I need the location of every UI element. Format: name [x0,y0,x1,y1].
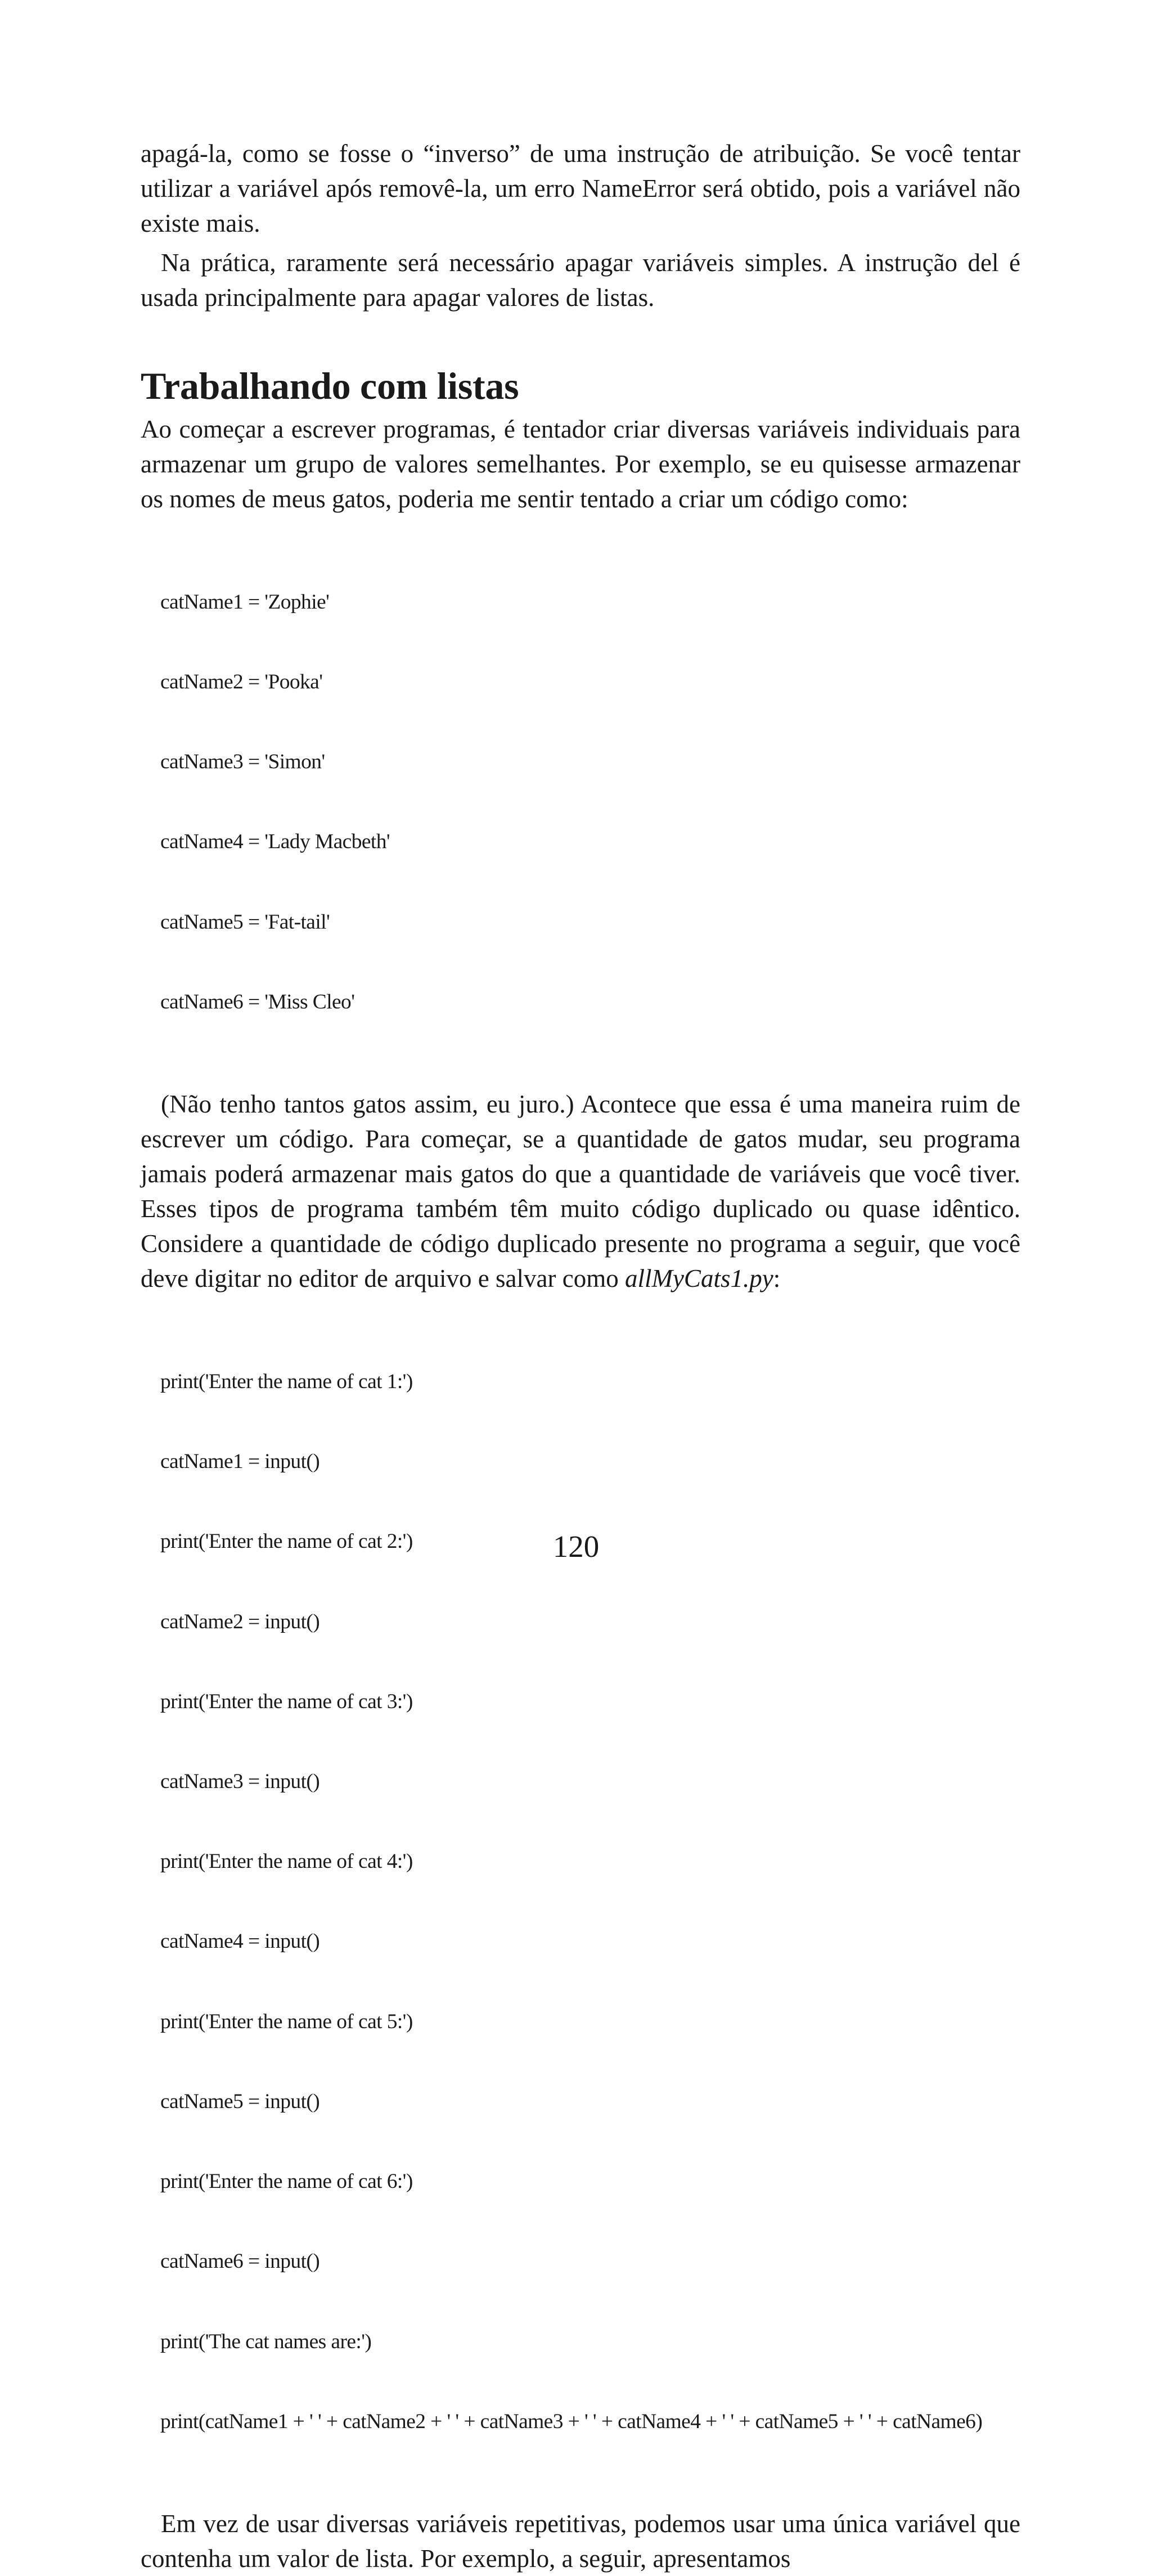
code-line: print(catName1 + ' ' + catName2 + ' ' + catName3 + ' ' + catName4 + ' ' + catName5 + ' ' + catName6) [160,2410,983,2433]
code-line: catName3 = 'Simon' [160,750,325,774]
code-block-all-my-cats [160,1315,1020,2488]
paragraph-text: (Não tenho tantos gatos assim, eu juro.) Acontece que essa é uma maneira ruim de escrever um código. Para começar, se a quantidade de gatos mudar, seu programa jamais poderá armazenar mais gatos do que a quantidade de variáveis que você tiver. Esses tipos de programa também têm muito código duplicado ou quase idêntico. Considere a quantidade de código duplicado presente no programa a seguir, que você deve digitar no editor de arquivo e salvar como [141,1090,1020,1293]
filename: allMyCats1.py [624,1264,773,1293]
code-line: catName5 = 'Fat-tail' [160,910,330,934]
paragraph-del-intro: apagá-la, como se fosse o “inverso” de uma instrução de atribuição. Se você tentar utilizar a variável após removê-la, um erro NameError será obtido, pois a variável não existe mais. [141,139,1020,237]
code-line: catName5 = input() [160,2089,320,2113]
code-line: catName4 = input() [160,1930,320,1953]
code-line: catName2 = input() [160,1610,320,1633]
code-line: print('Enter the name of cat 4:') [160,1850,413,1874]
code-line: print('Enter the name of cat 5:') [160,2010,413,2033]
paragraph-del-usage: Na prática, raramente será necessário apagar variáveis simples. A instrução del é usada principalmente para apagar valores de listas. [141,249,1020,312]
code-line: catName3 = input() [160,1770,320,1794]
page-body [141,136,1020,2576]
code-line: print('Enter the name of cat 6:') [160,2170,413,2194]
code-line: print('Enter the name of cat 2:') [160,1530,413,1553]
code-line: print('Enter the name of cat 3:') [160,1690,413,1713]
code-line: catName6 = 'Miss Cleo' [160,990,355,1014]
code-line: catName6 = input() [160,2250,320,2273]
code-line: catName1 = 'Zophie' [160,590,330,614]
paragraph-text-end: : [773,1264,781,1293]
paragraph-list-alternative: Em vez de usar diversas variáveis repetitivas, podemos usar uma única variável que contenha um valor de lista. Por exemplo, a seguir, apresentamos [141,2510,1020,2573]
paragraph-lists-intro: Ao começar a escrever programas, é tentador criar diversas variáveis individuais para armazenar um grupo de valores semelhantes. Por exemplo, se eu quisesse armazenar os nomes de meus gatos, poderia me sentir tentado a criar um código como: [141,415,1020,513]
page-number: 120 [552,1529,600,1564]
section-heading: Trabalhando com listas [141,364,519,407]
code-line: catName2 = 'Pooka' [160,670,323,694]
paragraph-duplicate-code [141,1087,1020,1296]
code-line: print('Enter the name of cat 1:') [160,1370,413,1393]
code-line: catName4 = 'Lady Macbeth' [160,830,390,854]
code-block-cat-variables [160,535,1020,1069]
code-line: print('The cat names are:') [160,2330,372,2353]
code-line: catName1 = input() [160,1450,320,1474]
